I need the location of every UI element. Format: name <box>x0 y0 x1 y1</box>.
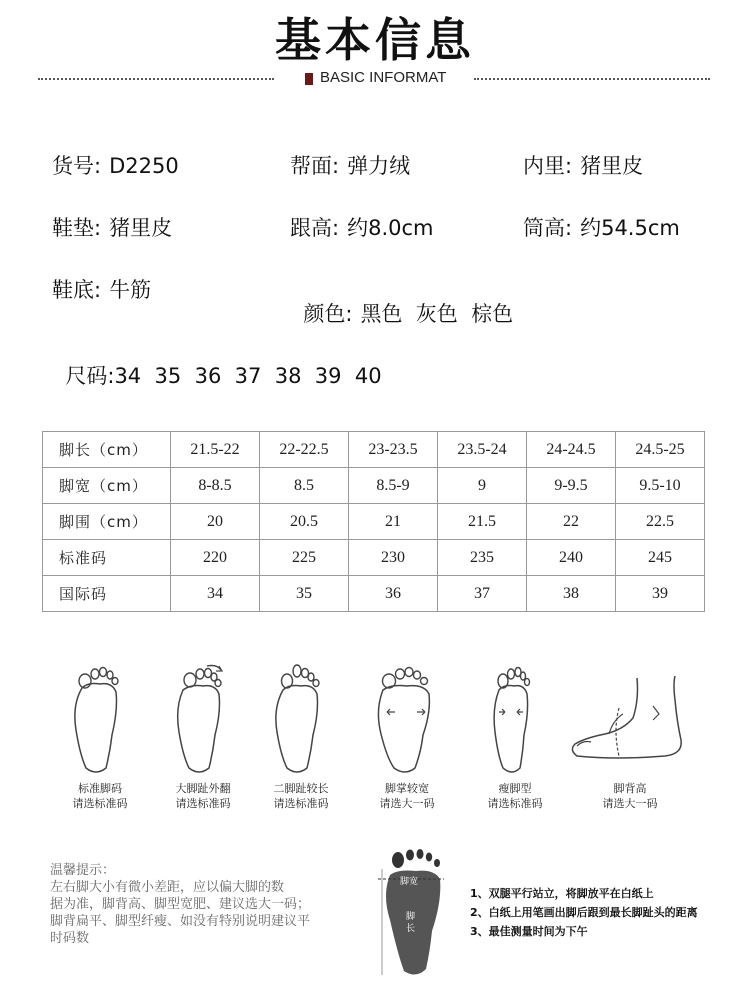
dotted-divider-right <box>474 78 710 80</box>
subtitle-marker <box>305 73 313 85</box>
tips-title: 温馨提示： <box>50 863 116 878</box>
table-cell: 9 <box>438 468 527 504</box>
table-cell: 235 <box>438 540 527 576</box>
foot-type-advice: 请选大一码 <box>602 797 658 810</box>
table-cell: 24.5-25 <box>616 432 705 468</box>
info-label: 颜色: <box>303 302 353 326</box>
size-table <box>42 431 705 612</box>
foot-width-label: 脚宽 <box>400 877 419 887</box>
foot-type-advice: 请选标准码 <box>487 797 543 810</box>
table-cell: 39 <box>616 576 705 612</box>
dotted-divider-left <box>38 78 274 80</box>
info-sizes <box>52 336 382 390</box>
foot-type-advice: 请选大一码 <box>379 797 435 810</box>
foot-length-label-2: 长 <box>406 924 416 934</box>
foot-type-name: 脚背高 <box>613 782 647 795</box>
table-cell: 8.5 <box>260 468 349 504</box>
info-label: 内里: <box>523 154 573 178</box>
table-cell: 23.5-24 <box>438 432 527 468</box>
info-value: 约54.5cm <box>580 216 680 240</box>
table-row <box>43 504 705 540</box>
info-label: 尺码: <box>65 364 115 388</box>
foot-type-name: 大脚趾外翻 <box>175 782 231 795</box>
foot-type-advice: 请选标准码 <box>273 797 329 810</box>
measure-steps <box>470 884 698 941</box>
foot-type-name: 脚掌较宽 <box>385 782 429 795</box>
info-lining <box>523 150 643 180</box>
foot-type-wide <box>352 660 462 811</box>
step-item: 1、双腿平行站立，将脚放平在白纸上 <box>470 887 654 900</box>
table-cell: 220 <box>171 540 260 576</box>
table-row-label: 脚宽（cm） <box>43 468 171 504</box>
info-value: 猪里皮 <box>580 154 644 178</box>
table-cell: 21.5 <box>438 504 527 540</box>
info-value: 弹力绒 <box>347 154 411 178</box>
table-cell: 8.5-9 <box>349 468 438 504</box>
info-sole <box>52 274 151 304</box>
table-cell: 38 <box>527 576 616 612</box>
footprint-icon <box>378 845 458 980</box>
table-cell: 8-8.5 <box>171 468 260 504</box>
table-cell: 36 <box>349 576 438 612</box>
table-cell: 22.5 <box>616 504 705 540</box>
info-colors <box>290 274 513 328</box>
tips-line: 据为准，脚背高、脚型宽肥、建议选大一码； <box>50 897 311 912</box>
info-value: 黑色 灰色 棕色 <box>360 302 514 326</box>
foot-type-slim <box>460 660 570 811</box>
foot-type-name: 二脚趾较长 <box>273 782 329 795</box>
table-cell: 20.5 <box>260 504 349 540</box>
foot-slim-icon <box>475 660 555 775</box>
table-cell: 21 <box>349 504 438 540</box>
foot-type-name: 标准脚码 <box>78 782 122 795</box>
table-cell: 20 <box>171 504 260 540</box>
foot-type-name: 瘦脚型 <box>498 782 532 795</box>
table-row-label: 脚长（cm） <box>43 432 171 468</box>
info-label: 帮面: <box>290 154 340 178</box>
info-value: D2250 <box>109 154 179 178</box>
info-item-no <box>52 150 179 180</box>
table-row <box>43 576 705 612</box>
table-cell: 35 <box>260 576 349 612</box>
tips-line: 脚背扁平、脚型纤瘦、如没有特别说明建议平 <box>50 914 311 929</box>
table-cell: 22 <box>527 504 616 540</box>
table-row <box>43 468 705 504</box>
page-title: 基本信息 <box>275 13 475 67</box>
info-value: 牛筋 <box>109 278 152 302</box>
table-cell: 9-9.5 <box>527 468 616 504</box>
info-upper <box>290 150 410 180</box>
info-insole <box>52 212 172 242</box>
table-row <box>43 432 705 468</box>
info-label: 跟高: <box>290 216 340 240</box>
table-row-label: 标准码 <box>43 540 171 576</box>
step-item: 2、白纸上用笔画出脚后跟到最长脚趾头的距离 <box>470 906 698 919</box>
table-cell: 9.5-10 <box>616 468 705 504</box>
table-row-label: 脚围（cm） <box>43 504 171 540</box>
table-cell: 245 <box>616 540 705 576</box>
info-heel <box>290 212 433 242</box>
info-label: 鞋垫: <box>52 216 102 240</box>
table-cell: 23-23.5 <box>349 432 438 468</box>
foot-high-instep-icon <box>565 660 695 775</box>
foot-long-toe-icon <box>261 660 341 775</box>
foot-bunion-icon <box>163 660 243 775</box>
table-cell: 22-22.5 <box>260 432 349 468</box>
foot-standard-icon <box>60 660 140 775</box>
info-value: 约8.0cm <box>347 216 434 240</box>
foot-type-advice: 请选标准码 <box>72 797 128 810</box>
info-label: 鞋底: <box>52 278 102 302</box>
foot-type-bunion <box>148 660 258 811</box>
tips-line: 左右脚大小有微小差距，应以偏大脚的数 <box>50 880 285 895</box>
table-cell: 21.5-22 <box>171 432 260 468</box>
foot-type-long-second-toe <box>246 660 356 811</box>
foot-type-standard <box>45 660 155 811</box>
info-shaft <box>523 212 680 242</box>
table-cell: 37 <box>438 576 527 612</box>
page-subtitle: BASIC INFORMAT <box>320 69 447 86</box>
table-row-label: 国际码 <box>43 576 171 612</box>
tips-line: 时码数 <box>50 931 90 946</box>
info-label: 筒高: <box>523 216 573 240</box>
table-row <box>43 540 705 576</box>
tips-block <box>50 862 350 947</box>
footprint-diagram <box>378 845 458 984</box>
foot-length-label-1: 脚 <box>406 912 416 922</box>
table-cell: 240 <box>527 540 616 576</box>
table-cell: 230 <box>349 540 438 576</box>
foot-type-advice: 请选标准码 <box>175 797 231 810</box>
table-cell: 34 <box>171 576 260 612</box>
foot-wide-icon <box>367 660 447 775</box>
info-label: 货号: <box>52 154 102 178</box>
foot-type-high-instep <box>560 660 700 811</box>
info-value: 34 35 36 37 38 39 40 <box>114 364 382 388</box>
subtitle-row <box>0 68 750 92</box>
table-cell: 24-24.5 <box>527 432 616 468</box>
info-value: 猪里皮 <box>109 216 173 240</box>
step-item: 3、最佳测量时间为下午 <box>470 925 588 938</box>
table-cell: 225 <box>260 540 349 576</box>
